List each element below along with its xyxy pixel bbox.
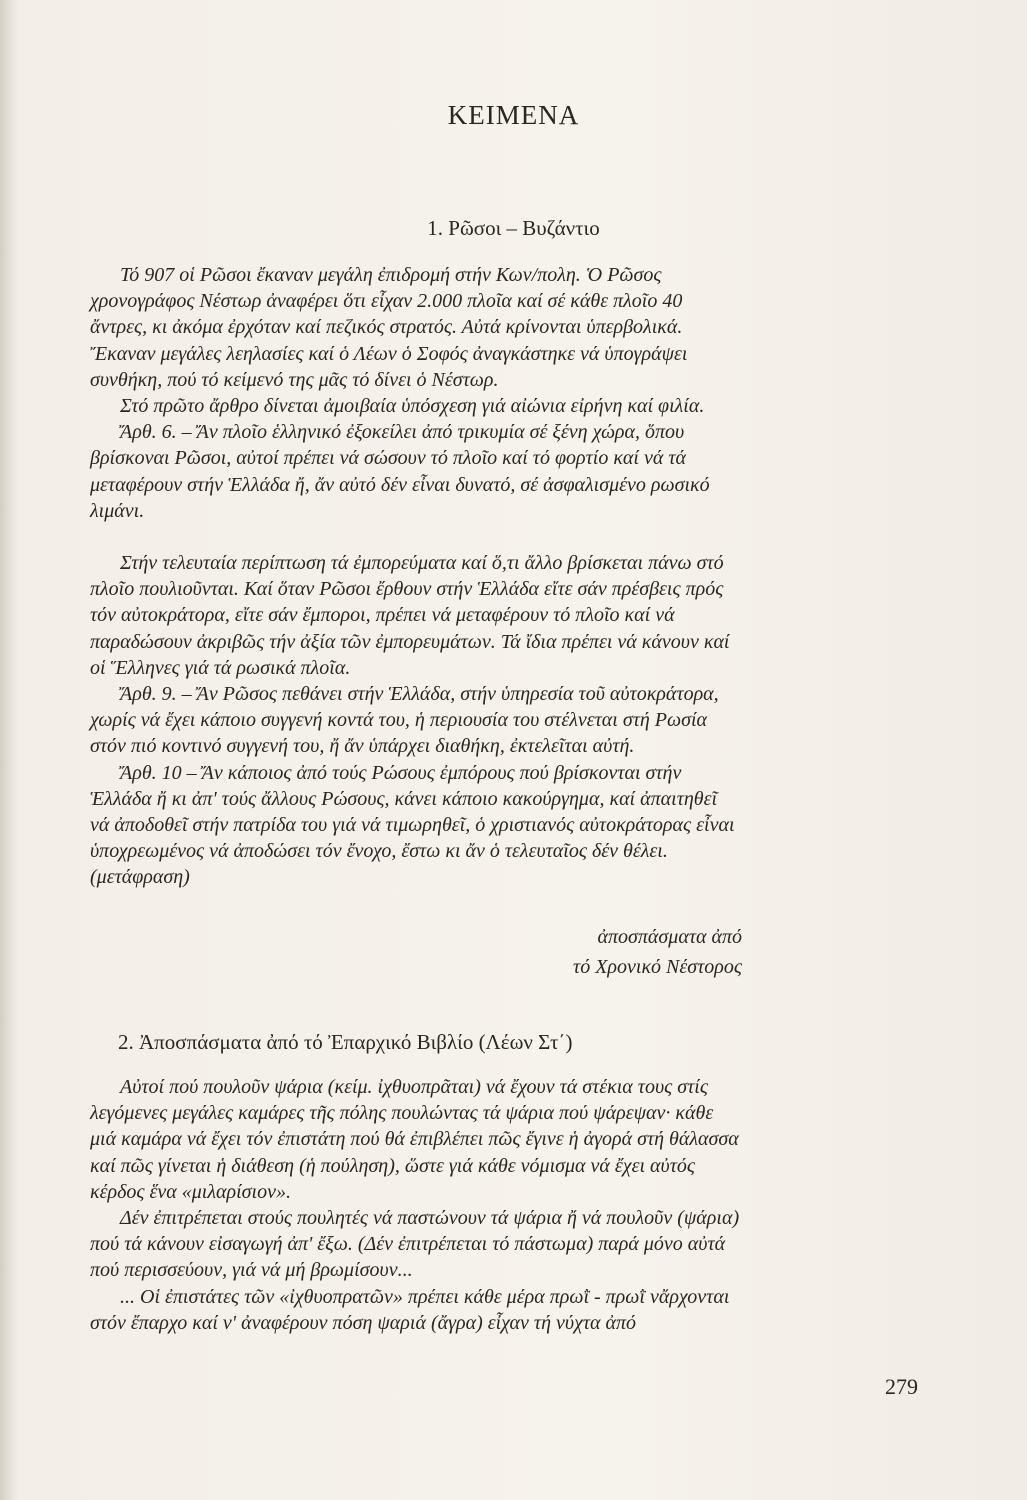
source-line-1: ἀποσπάσματα ἀπό bbox=[597, 926, 742, 948]
section-1-text-a bbox=[90, 262, 740, 524]
paragraph: Τό 907 οἱ Ρῶσοι ἔκαναν μεγάλη ἐπιδρομή στήν Κων/πολη. Ὁ Ρῶσος χρονογράφος Νέστωρ ἀναφέρει ὅτι εἶχαν 2.000 πλοῖα καί σέ κάθε πλοῖο 40 ἄντρες, κι ἀκόμα ἐρχόταν καί πεζικός στρατός. Αὐτά κρίνονται ὑπερβολικά. Ἔκαναν μεγάλες λεηλασίες καί ὁ Λέων ὁ Σοφός ἀναγκάστηκε νά ὑπογράψει συνθήκη, πού τό κείμενό της μᾶς τό δίνει ὁ Νέστωρ. bbox=[90, 264, 688, 391]
paragraph: Ἄρθ. 9. – Ἄν Ρῶσος πεθάνει στήν Ἑλλάδα, στήν ὑπηρεσία τοῦ αὐτοκράτορα, χωρίς νά ἔχει κάποιο συγγενή κοντά του, ἡ περιουσία του στέλνεται στή Ρωσία στόν πιό κοντινό συγγενή του, ἤ ἄν ὑπάρχει διαθήκη, ἐκτελεῖται αὐτή. bbox=[90, 683, 719, 758]
paragraph: ... Οἱ ἐπιστάτες τῶν «ἰχθυοπρατῶν» πρέπει κάθε μέρα πρωῒ - πρωῒ νἄρχονται στόν ἔπαρχο καί ν' ἀναφέρουν πόση ψαριά (ἄγρα) εἶχαν τή νύχτα ἀπό bbox=[90, 1285, 730, 1334]
paragraph: Δέν ἐπιτρέπεται στούς πουλητές νά παστώνουν τά ψάρια ἤ νά πουλοῦν (ψάρια) πού τά κάνουν εἰσαγωγή ἀπ' ἔξω. (Δέν ἐπιτρέπεται τό πάστωμα) παρά μόνο αὐτά πού περισσεύουν, γιά νά μή βρωμίσουν... bbox=[90, 1207, 740, 1282]
section-1-text-b bbox=[90, 550, 740, 891]
page-title: ΚΕΙΜΕΝΑ bbox=[447, 100, 580, 130]
section-2-heading: 2. Ἀποσπάσματα ἀπό τό Ἐπαρχικό Βιβλίο (Λέων Στ΄) bbox=[118, 1030, 573, 1054]
paragraph: Αὐτοί πού πουλοῦν ψάρια (κείμ. ἰχθυοπρᾶται) νά ἔχουν τά στέκια τους στίς λεγόμενες μεγάλες καμάρες τῆς πόλης πουλώντας τά ψάρια πού ψάρεψαν· κάθε μιά καμάρα νά ἔχει τόν ἐπιστάτη πού θά ἐπιβλέπει πῶς ἔγινε ἡ ἀγορά στή θάλασσα καί πῶς γίνεται ἡ διάθεση (ἡ πούληση), ὥστε γιά κάθε νόμισμα νά ἔχει αὐτός κέρδος ἕνα «μιλαρίσιον». bbox=[90, 1076, 739, 1203]
paragraph: Στήν τελευταία περίπτωση τά ἐμπορεύματα καί ὅ,τι ἄλλο βρίσκεται πάνω στό πλοῖο πουλιοῦνται. Καί ὅταν Ρῶσοι ἔρθουν στήν Ἑλλάδα εἴτε σάν πρέσβεις πρός τόν αὐτοκράτορα, εἴτε σάν ἔμποροι, πρέπει νά μεταφέρουν τό πλοῖο καί νά παραδώσουν ἀκριβῶς τήν ἀξία τῶν ἐμπορευμάτων. Τά ἴδια πρέπει νά κάνουν καί οἱ Ἕλληνες γιά τά ρωσικά πλοῖα. bbox=[90, 552, 730, 679]
paragraph: Στό πρῶτο ἄρθρο δίνεται ἀμοιβαία ὑπόσχεση γιά αἰώνια εἰρήνη καί φιλία. bbox=[120, 395, 705, 418]
section-2-text bbox=[90, 1074, 740, 1336]
paragraph: Ἄρθ. 6. – Ἄν πλοῖο ἑλληνικό ἐξοκείλει ἀπό τρικυμία σέ ξένη χώρα, ὅπου βρίσκοναι Ρῶσοι, αὐτοί πρέπει νά σώσουν τό πλοῖο καί τό φορτίο καί νά τά μεταφέρουν στήν Ἑλλάδα ἤ, ἄν αὐτό δέν εἶναι δυνατό, σέ ἀσφαλισμένο ρωσικό λιμάνι. bbox=[90, 421, 710, 522]
source-attribution bbox=[573, 922, 742, 982]
paragraph: Ἄρθ. 10 – Ἄν κάποιος ἀπό τούς Ρώσους ἐμπόρους πού βρίσκονται στήν Ἑλλάδα ἤ κι ἀπ' τούς ἄλλους Ρώσους, κάνει κάποιο κακούργημα, καί ἀπαιτηθεῖ νά ἀποδοθεῖ στήν πατρίδα του γιά νά τιμωρηθεῖ, ὁ χριστιανός αὐτοκράτορας εἶναι ὑποχρεωμένος νά ἀποδώσει τόν ἔνοχο, ἔστω κι ἄν ὁ τελευταῖος δέν θέλει. (μετάφραση) bbox=[90, 761, 735, 889]
source-line-2: τό Χρονικό Νέστορος bbox=[573, 956, 742, 978]
section-1-heading: 1. Ρῶσοι – Βυζάντιο bbox=[427, 216, 600, 240]
page-number: 279 bbox=[885, 1374, 918, 1399]
